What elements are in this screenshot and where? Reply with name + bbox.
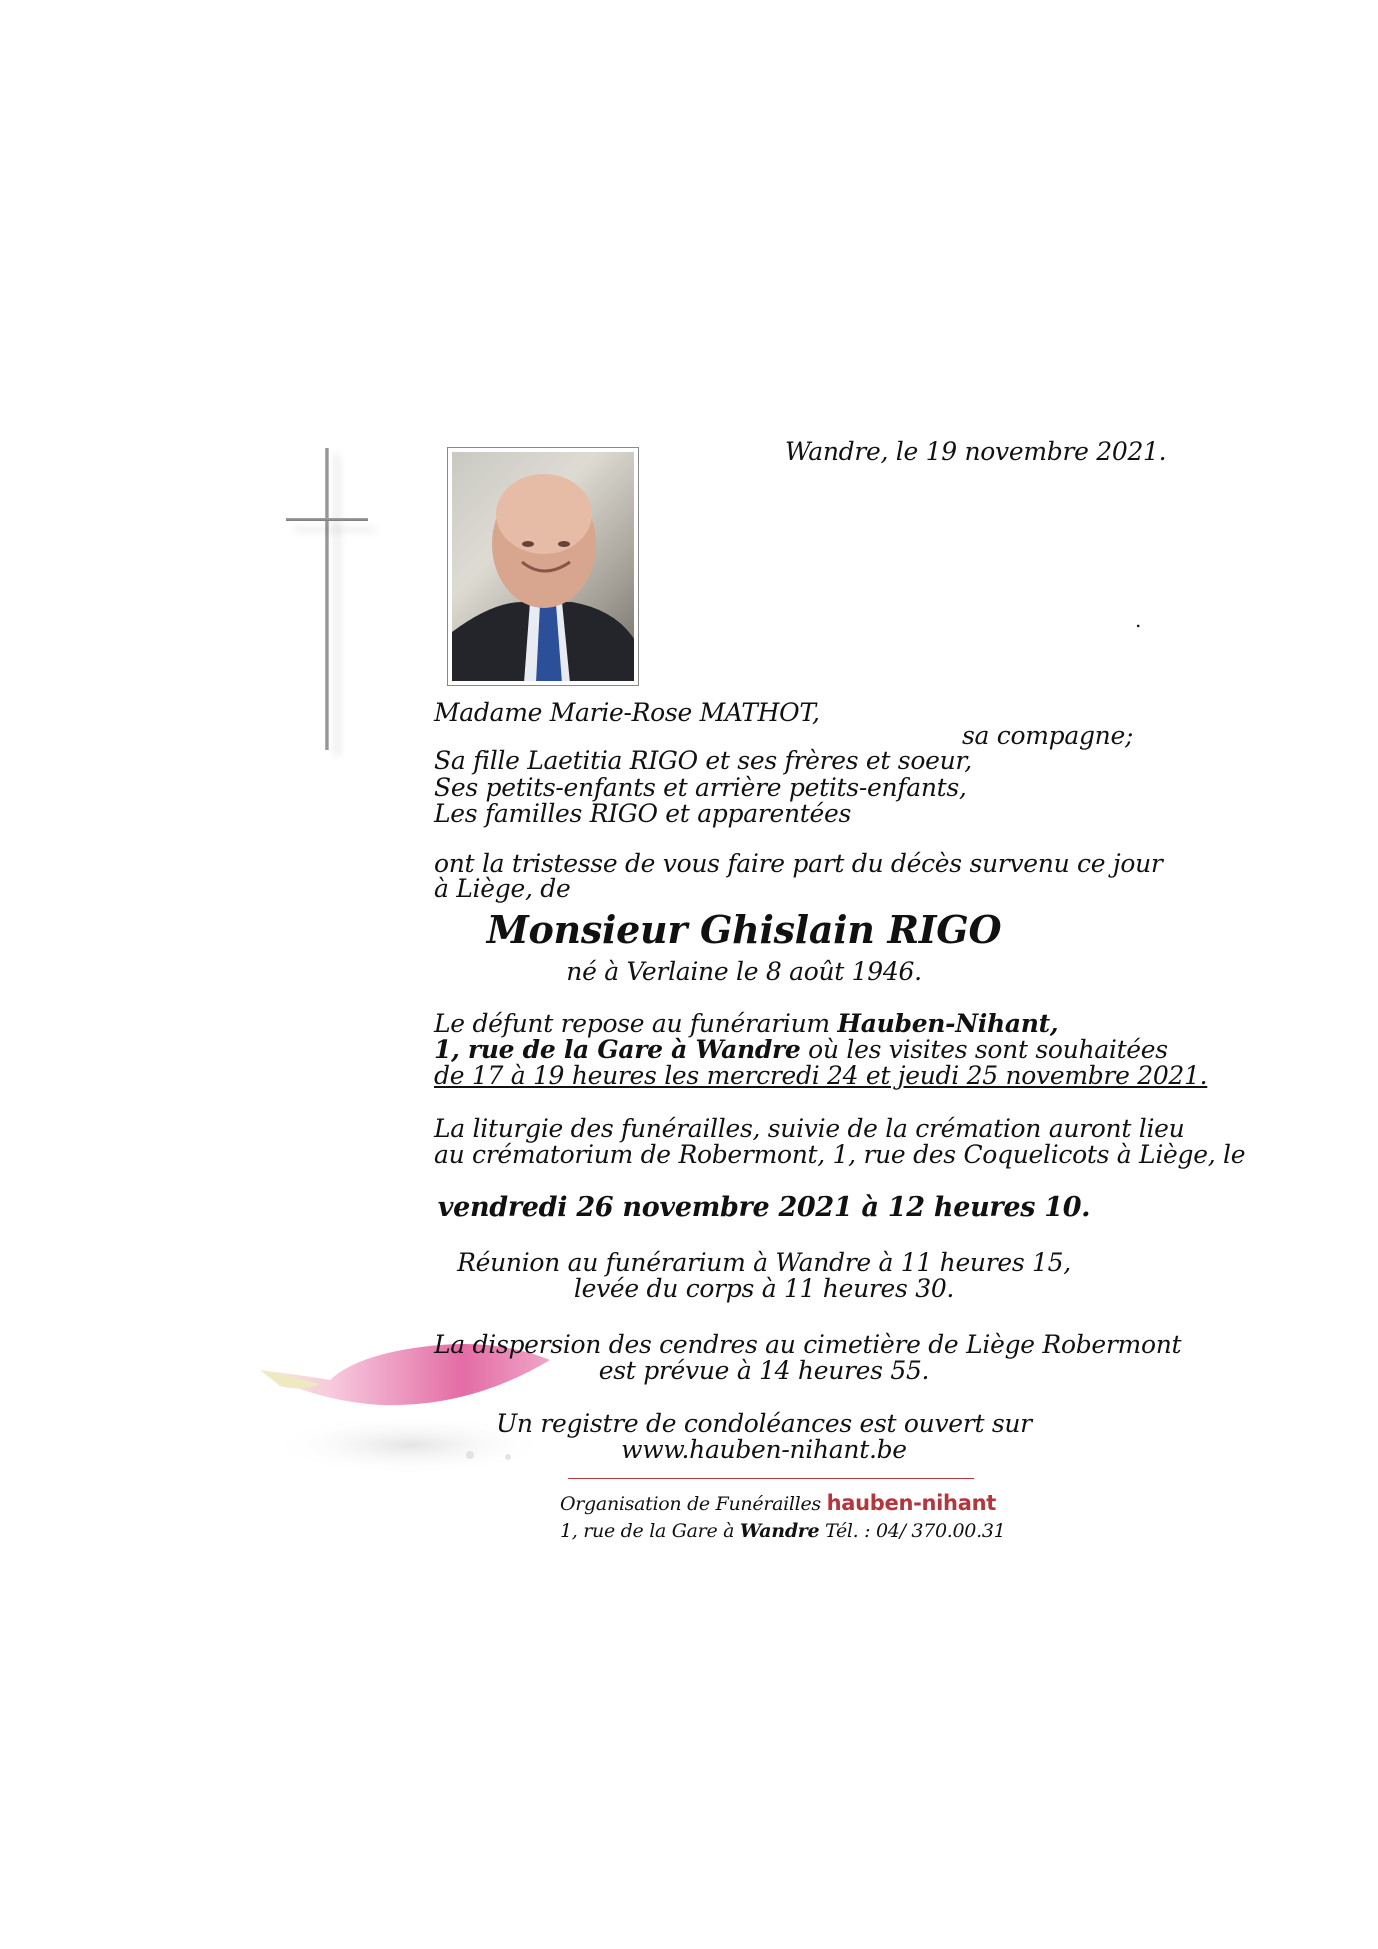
family-line-grandchildren: Ses petits-enfants et arrière petits-enfants, (434, 773, 967, 802)
footer-address-street: 1, rue de la Gare à (560, 1520, 740, 1542)
stray-dot: . (1135, 608, 1142, 632)
funeral-home-name: Hauben-Nihant, (837, 1009, 1059, 1038)
announcement-line1: ont la tristesse de vous faire part du décès survenu ce jour (434, 849, 1163, 878)
ceremony-date: vendredi 26 novembre 2021 à 12 heures 10. (437, 1192, 1091, 1223)
place-date: Wandre, le 19 novembre 2021. (785, 437, 1167, 466)
visitation-hours: de 17 à 19 heures les mercredi 24 et jeudi 25 novembre 2021. (434, 1061, 1208, 1090)
registry-website-link[interactable]: www.hauben-nihant.be (621, 1435, 907, 1464)
family-line-daughter: Sa fille Laetitia RIGO et ses frères et soeur, (434, 746, 972, 775)
dispersion-line1: La dispersion des cendres au cimetière de Liège Robermont (434, 1330, 1182, 1359)
deceased-birth: né à Verlaine le 8 août 1946. (566, 957, 922, 986)
visitation-text-2: où les visites sont souhaitées (800, 1035, 1168, 1064)
footer-org-label: Organisation de Funérailles (560, 1493, 827, 1515)
brand-logo-text: hauben-nihant (826, 1491, 996, 1515)
footer-phone: Tél. : 04/ 370.00.31 (819, 1520, 1006, 1542)
family-line-partner: Madame Marie-Rose MATHOT, (434, 698, 820, 727)
registry-line1: Un registre de condoléances est ouvert sur (496, 1409, 1032, 1438)
family-line-families: Les familles RIGO et apparentées (434, 799, 852, 828)
portrait-photo (452, 452, 634, 681)
reunion-line2: levée du corps à 11 heures 30. (573, 1274, 955, 1303)
footer-divider (568, 1478, 974, 1479)
family-line-partner-role: sa compagne; (962, 721, 1134, 750)
footer-organisation (560, 1490, 996, 1517)
footer-address (560, 1518, 1006, 1544)
visitation-text: Le défunt repose au funérarium (434, 1009, 838, 1038)
portrait-illustration (452, 452, 634, 681)
funeral-home-address: 1, rue de la Gare à Wandre (434, 1035, 801, 1064)
deceased-name: Monsieur Ghislain RIGO (486, 907, 1002, 952)
portrait-photo-frame (447, 447, 639, 686)
footer-address-town: Wandre (739, 1520, 820, 1542)
liturgy-line1: La liturgie des funérailles, suivie de la crémation auront lieu (434, 1114, 1185, 1143)
announcement-line2: à Liège, de (434, 874, 571, 903)
liturgy-line2: au crématorium de Robermont, 1, rue des Coquelicots à Liège, le (434, 1140, 1246, 1169)
cross-horizontal-bar (286, 518, 368, 521)
dispersion-line2: est prévue à 14 heures 55. (598, 1356, 930, 1385)
cross-vertical-bar (325, 448, 329, 750)
reunion-line1: Réunion au funérarium à Wandre à 11 heures 15, (457, 1248, 1071, 1277)
